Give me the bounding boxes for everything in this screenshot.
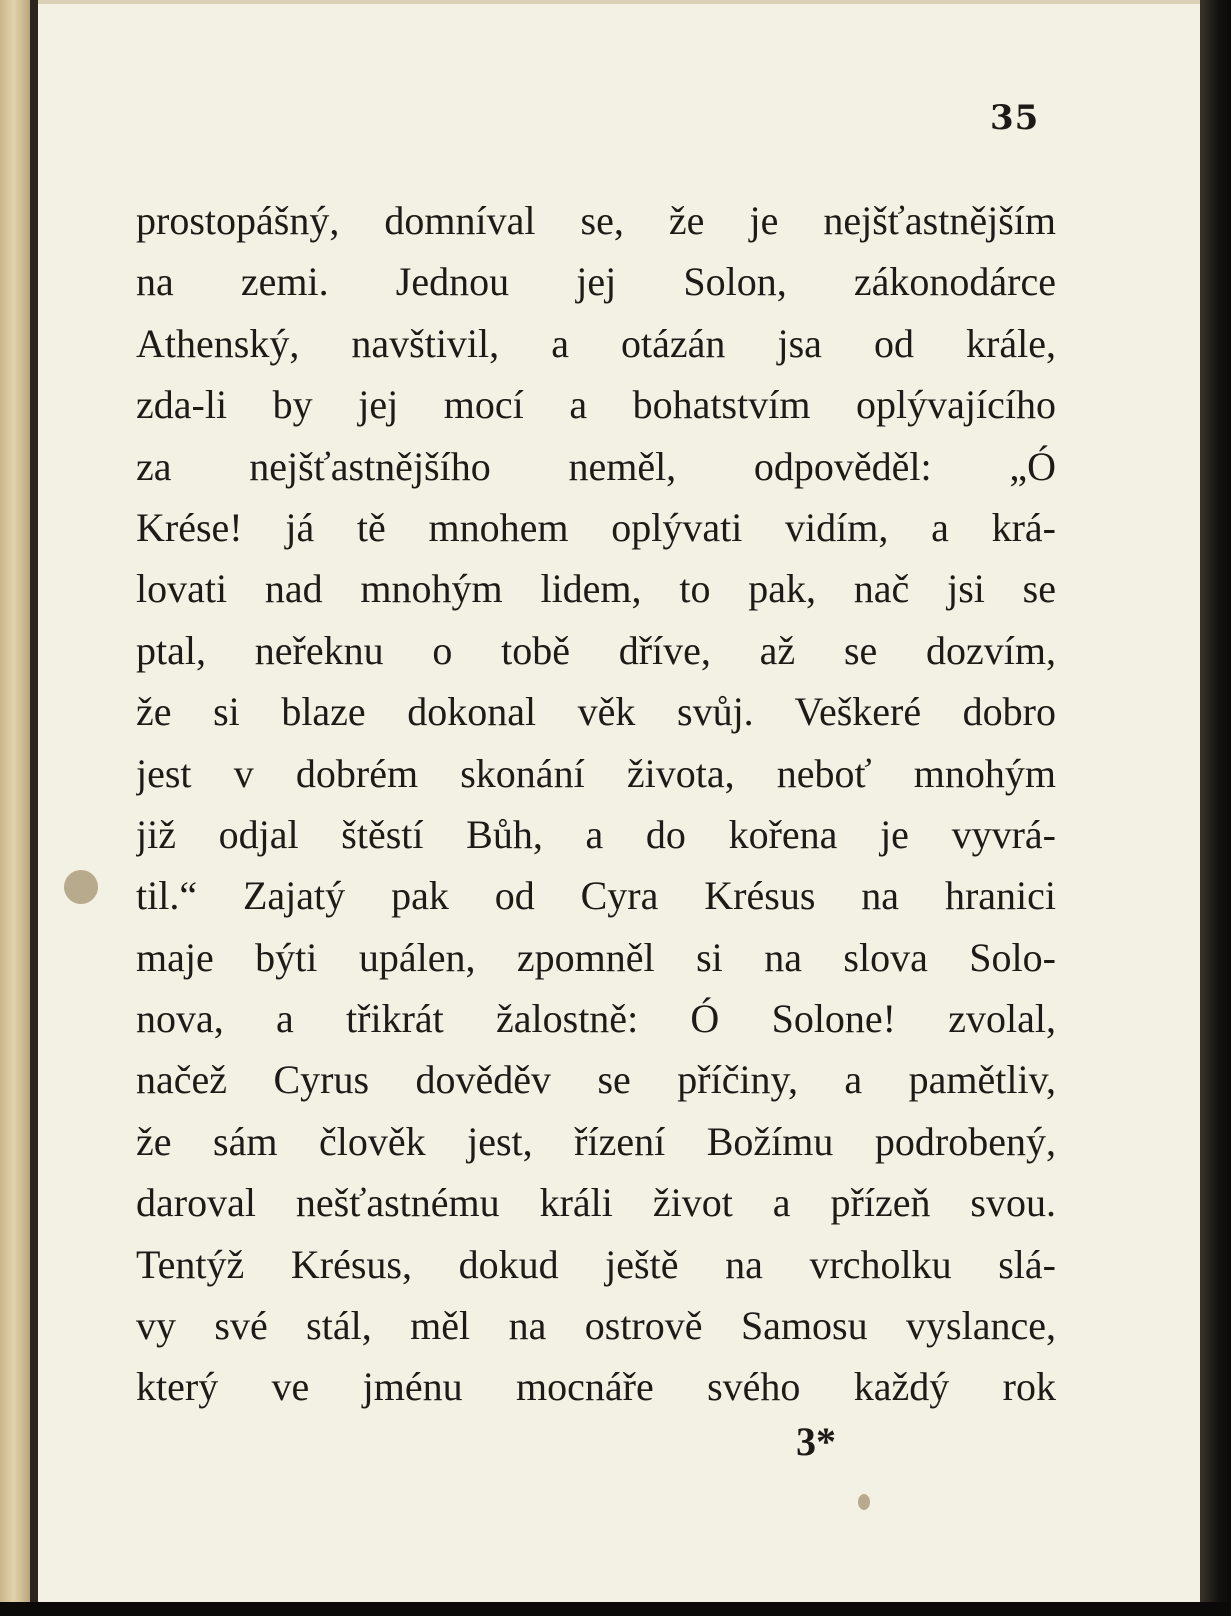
text-line: za nejšťastnějšího neměl, odpověděl: „Ó: [136, 443, 1056, 489]
text-line: jest v dobrém skonání života, neboť mnohým: [136, 750, 1056, 796]
paper-stain: [64, 870, 98, 904]
previous-page-edge: [0, 0, 30, 1616]
page-number: 35: [990, 98, 1040, 138]
page-right-edge: [1200, 0, 1231, 1616]
signature-mark: 3*: [796, 1419, 836, 1464]
text-line: vy své stál, měl na ostrově Samosu vyslance,: [136, 1303, 1056, 1349]
text-line: til.“ Zajatý pak od Cyra Krésus na hranici: [136, 873, 1056, 919]
text-line: že sám člověk jest, řízení Božímu podrobený,: [136, 1118, 1056, 1164]
text-line: Tentýž Krésus, dokud ještě na vrcholku slá-: [136, 1241, 1056, 1287]
text-line: daroval nešťastnému králi život a přízeň svou.: [136, 1180, 1056, 1226]
book-spine-shadow: [30, 0, 38, 1616]
paper-stain: [858, 1494, 870, 1510]
text-line: zda-li by jej mocí a bohatstvím oplývajícího: [136, 382, 1056, 428]
text-line: ptal, neřeknu o tobě dříve, až se dozvím,: [136, 627, 1056, 673]
text-line: Krése! já tě mnohem oplývati vidím, a krá-: [136, 504, 1056, 550]
body-text: [136, 190, 1056, 1418]
text-line: Athenský, navštivil, a otázán jsa od krále,: [136, 320, 1056, 366]
text-line: prostopášný, domníval se, že je nejšťastnějším: [136, 198, 1056, 243]
text-line: již odjal štěstí Bůh, a do kořena je vyvrá-: [136, 811, 1056, 857]
text-line: který ve jménu mocnáře svého každý rok: [136, 1364, 1056, 1410]
text-line: že si blaze dokonal věk svůj. Veškeré dobro: [136, 689, 1056, 735]
page-bottom-edge: [0, 1602, 1231, 1616]
text-line: lovati nad mnohým lidem, to pak, nač jsi se: [136, 566, 1056, 612]
text-line: načež Cyrus dověděv se příčiny, a pamětliv,: [136, 1057, 1056, 1103]
text-line: maje býti upálen, zpomněl si na slova Solo-: [136, 934, 1056, 980]
text-line: na zemi. Jednou jej Solon, zákonodárce: [136, 259, 1056, 305]
text-line: nova, a třikrát žalostně: Ó Solone! zvolal,: [136, 996, 1056, 1042]
